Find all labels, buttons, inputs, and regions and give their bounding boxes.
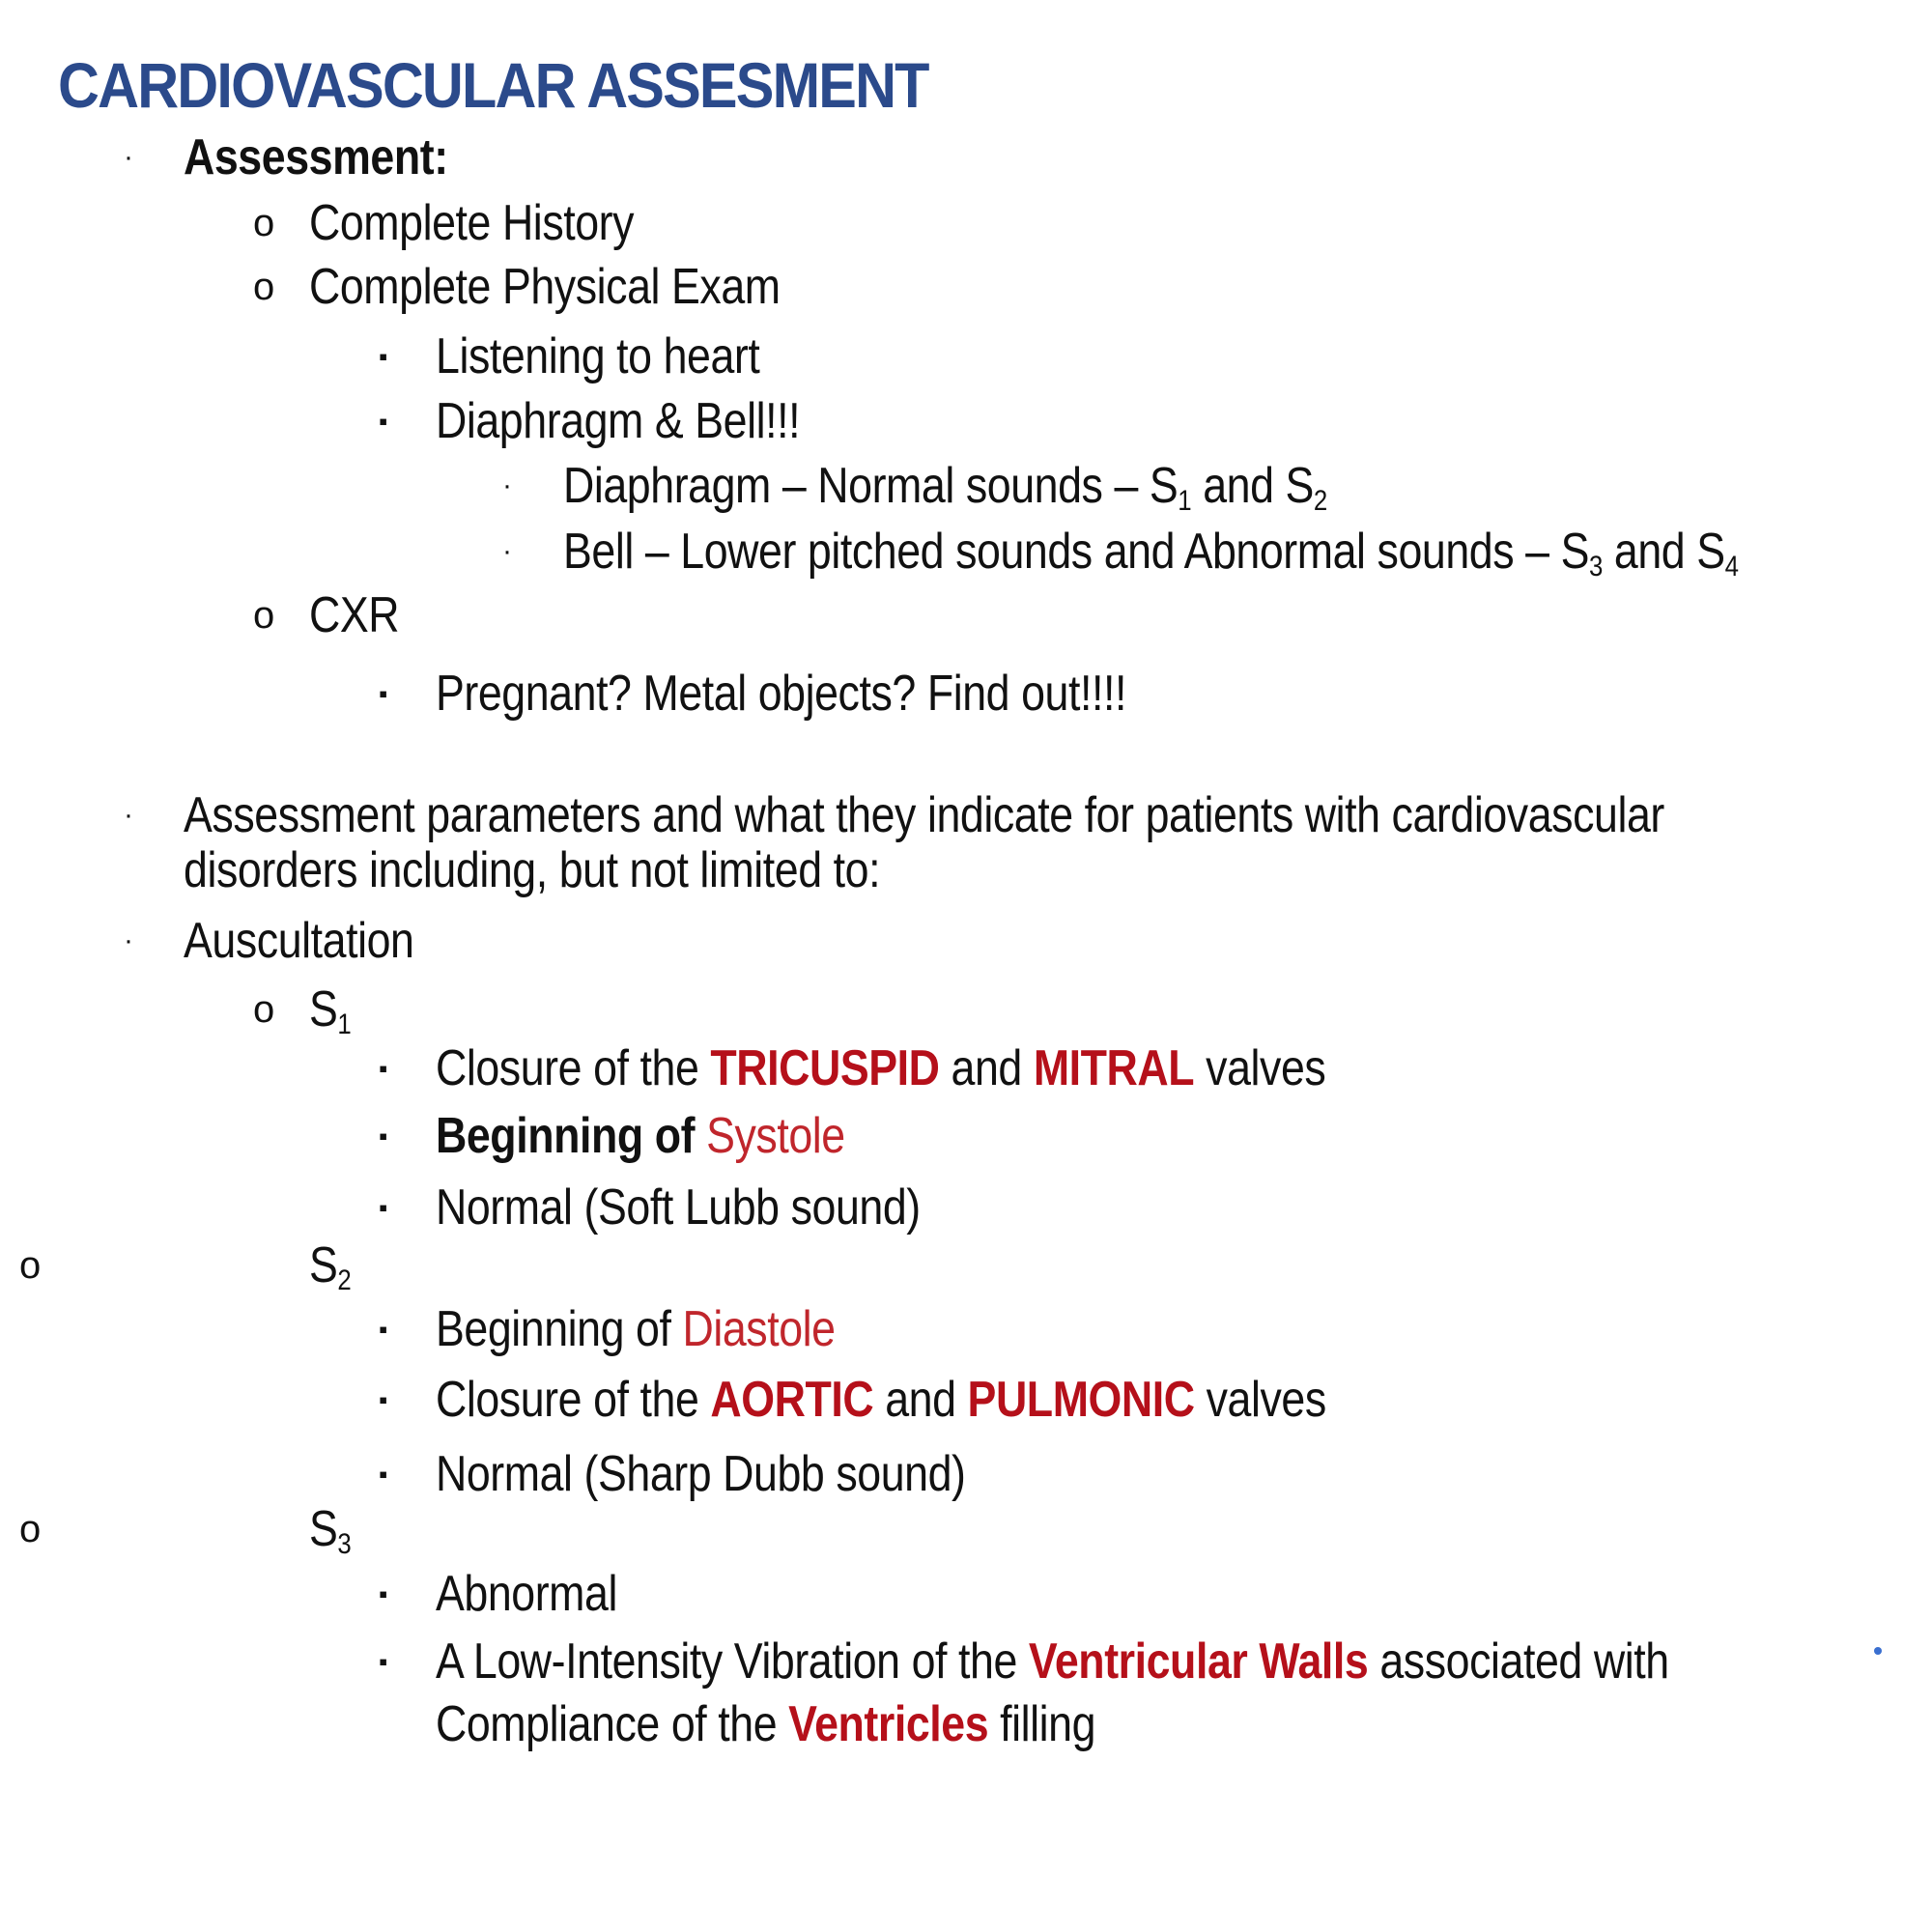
bullet-marker: ▪ bbox=[379, 1460, 388, 1489]
bullet-marker: o bbox=[253, 266, 275, 308]
emphasis-text: Diastole bbox=[682, 1301, 836, 1357]
text-segment: and bbox=[873, 1372, 968, 1428]
bullet-marker: o bbox=[19, 1244, 42, 1287]
text-segment: Auscultation bbox=[184, 913, 414, 969]
text-segment: Assessment: bbox=[184, 129, 448, 185]
list-item-level-3 bbox=[436, 666, 1126, 722]
bullet-marker: ▪ bbox=[379, 1122, 388, 1151]
text-segment: Normal (Sharp Dubb sound) bbox=[436, 1446, 966, 1502]
text-segment: S bbox=[309, 981, 338, 1037]
text-segment: Beginning of bbox=[436, 1301, 683, 1357]
text-segment: Complete Physical Exam bbox=[309, 259, 781, 315]
text-segment: Compliance of the bbox=[436, 1696, 789, 1752]
bullet-marker: · bbox=[124, 799, 133, 831]
list-item-level-2 bbox=[309, 259, 781, 315]
page-title: CARDIOVASCULAR ASSESMENT bbox=[58, 49, 928, 121]
text-segment: Listening to heart bbox=[436, 328, 760, 384]
list-item-level-2 bbox=[309, 981, 352, 1040]
list-item-level-1 bbox=[184, 787, 1664, 843]
bullet-marker: ▪ bbox=[379, 407, 388, 436]
list-item-level-4 bbox=[563, 458, 1327, 517]
bullet-marker: · bbox=[124, 924, 133, 956]
subscript: 2 bbox=[1313, 485, 1327, 517]
list-item-level-3 bbox=[436, 328, 760, 384]
subscript: 3 bbox=[337, 1528, 352, 1560]
subscript: 1 bbox=[337, 1009, 352, 1040]
text-segment: and bbox=[939, 1040, 1034, 1096]
text-segment: valves bbox=[1194, 1040, 1326, 1096]
bullet-marker: ▪ bbox=[379, 1579, 388, 1608]
bullet-marker: ▪ bbox=[379, 1385, 388, 1414]
list-item-level-3 bbox=[436, 1372, 1326, 1428]
subscript: 2 bbox=[337, 1264, 352, 1296]
bullet-marker: · bbox=[502, 535, 512, 567]
bullet-marker: ▪ bbox=[379, 1054, 388, 1083]
emphasis-text: PULMONIC bbox=[967, 1372, 1195, 1428]
text-segment: filling bbox=[988, 1696, 1096, 1752]
list-item-level-1 bbox=[184, 913, 414, 969]
list-item-level-1 bbox=[184, 129, 448, 185]
text-segment: S bbox=[309, 1501, 338, 1557]
list-item-level-3 bbox=[436, 1696, 1096, 1752]
text-segment: associated with bbox=[1368, 1634, 1669, 1690]
emphasis-text: Ventricles bbox=[788, 1696, 989, 1752]
emphasis-text: AORTIC bbox=[710, 1372, 874, 1428]
list-item-level-3 bbox=[436, 1179, 921, 1236]
emphasis-text: MITRAL bbox=[1033, 1040, 1195, 1096]
text-segment: Closure of the bbox=[436, 1372, 711, 1428]
list-item-level-1 bbox=[184, 842, 881, 898]
list-item-level-3 bbox=[436, 1040, 1326, 1096]
list-item-level-3 bbox=[436, 1446, 966, 1502]
list-item-level-3 bbox=[436, 1108, 845, 1164]
list-item-level-3 bbox=[436, 1634, 1669, 1690]
bullet-marker: ▪ bbox=[379, 1647, 388, 1676]
subscript: 4 bbox=[1724, 551, 1739, 582]
bullet-marker: o bbox=[19, 1508, 42, 1550]
bullet-marker: · bbox=[124, 141, 133, 173]
emphasis-text: Ventricular Walls bbox=[1028, 1634, 1369, 1690]
bullet-marker: · bbox=[502, 469, 512, 501]
bullet-marker: ▪ bbox=[379, 679, 388, 708]
list-item-level-2 bbox=[309, 1237, 352, 1296]
text-segment: Bell – Lower pitched sounds and Abnormal sounds – S bbox=[563, 524, 1589, 580]
bullet-marker: o bbox=[253, 988, 275, 1031]
bullet-marker: o bbox=[253, 202, 275, 244]
emphasis-text: TRICUSPID bbox=[710, 1040, 940, 1096]
text-segment: Normal (Soft Lubb sound) bbox=[436, 1179, 921, 1236]
text-segment: Beginning of bbox=[436, 1108, 707, 1164]
list-item-level-2 bbox=[309, 1501, 352, 1560]
list-item-level-3 bbox=[436, 1301, 836, 1357]
subscript: 3 bbox=[1588, 551, 1603, 582]
bullet-marker: ▪ bbox=[379, 342, 388, 371]
text-segment: S bbox=[309, 1237, 338, 1293]
text-segment: Diaphragm & Bell!!! bbox=[436, 393, 801, 449]
text-segment: Closure of the bbox=[436, 1040, 711, 1096]
text-segment: and S bbox=[1191, 458, 1314, 514]
text-segment: Abnormal bbox=[436, 1566, 617, 1622]
stray-blue-dot bbox=[1874, 1647, 1882, 1655]
subscript: 1 bbox=[1178, 485, 1192, 517]
list-item-level-3 bbox=[436, 393, 801, 449]
text-segment: Complete History bbox=[309, 195, 635, 251]
emphasis-text: Systole bbox=[706, 1108, 845, 1164]
list-item-level-2 bbox=[309, 587, 400, 643]
text-segment: A Low-Intensity Vibration of the bbox=[436, 1634, 1029, 1690]
list-item-level-4 bbox=[563, 524, 1739, 582]
text-segment: CXR bbox=[309, 587, 400, 643]
text-segment: and S bbox=[1602, 524, 1725, 580]
bullet-marker: ▪ bbox=[379, 1193, 388, 1222]
text-segment: Diaphragm – Normal sounds – S bbox=[563, 458, 1179, 514]
text-segment: Assessment parameters and what they indicate for patients with cardiovascular bbox=[184, 787, 1664, 843]
text-segment: Pregnant? Metal objects? Find out!!!! bbox=[436, 666, 1126, 722]
bullet-marker: o bbox=[253, 594, 275, 637]
text-segment: disorders including, but not limited to: bbox=[184, 842, 881, 898]
text-segment: valves bbox=[1194, 1372, 1326, 1428]
list-item-level-3 bbox=[436, 1566, 617, 1622]
bullet-marker: ▪ bbox=[379, 1315, 388, 1344]
list-item-level-2 bbox=[309, 195, 635, 251]
